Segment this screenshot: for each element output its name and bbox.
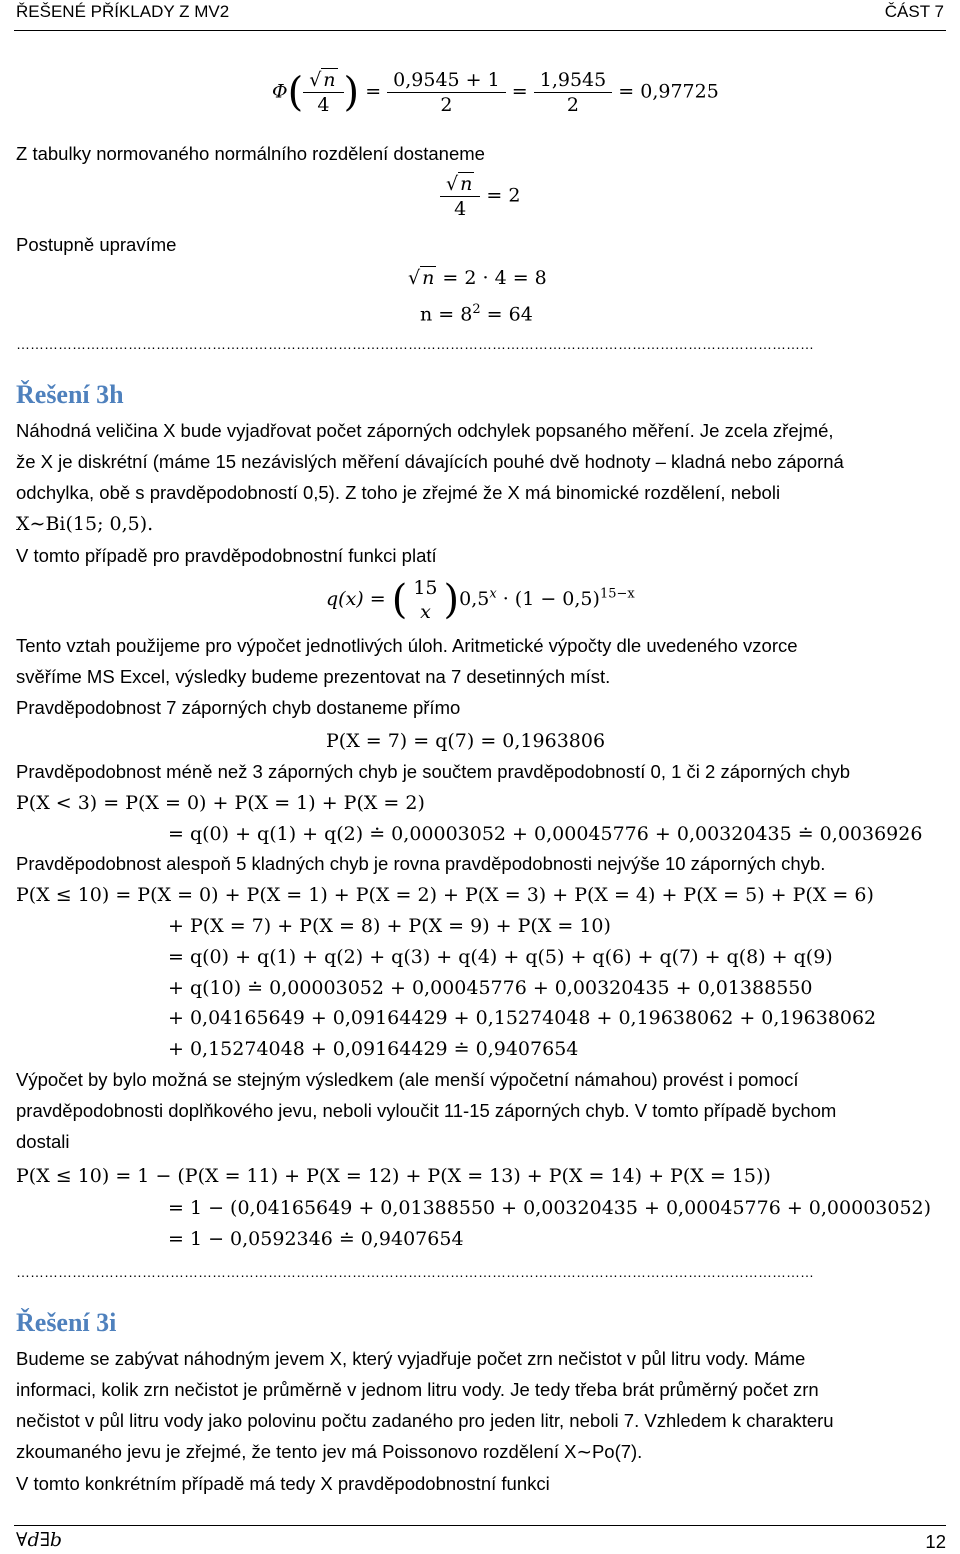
equation-sqrt-n: √ n = 2 · 4 = 8 (408, 267, 547, 289)
equation-complement-line-2: = 1 − (0,04165649 + 0,01388550 + 0,00320435 + 0,00045776 + 0,00003052) (168, 1197, 932, 1219)
equation-n-squared: $n = 8^2 = 64$ (420, 302, 533, 326)
equation-le10-line-3: = q(0) + q(1) + q(2) + q(3) + q(4) + q(5) + q(6) + q(7) + q(8) + q(9) (168, 946, 833, 968)
equation-sqrt-frac: $\frac{√ n}{4}$ = 2 (440, 172, 520, 221)
text-mene-nez-3: Pravděpodobnost méně než 3 záporných chyb je součtem pravděpodobností 0, 1 či 2 záporných chyb (16, 761, 851, 782)
equation-le10-line-1: P(X ≤ 10) = P(X = 0) + P(X = 1) + P(X = 2) + P(X = 3) + P(X = 4) + P(X = 5) + P(X = 6) (16, 884, 874, 906)
equation-less3-line-2: = q(0) + q(1) + q(2) ≐ 0,00003052 + 0,00045776 + 0,00320435 ≐ 0,0036926 (168, 823, 923, 845)
para-3h-line-4: X∼Bi(15; 0,5). (16, 513, 154, 535)
frac-sqrt-n-4: $\frac{√ n}{4}$ (303, 68, 343, 117)
para-vypocet-line-2: pravděpodobnosti doplňkového jevu, neboli vyloučit 11-15 záporných chyb. V tomto případě bychom (16, 1100, 837, 1121)
equation-le10-line-5: + 0,04165649 + 0,09164429 + 0,15274048 + 0,19638062 + 0,19638062 (168, 1007, 877, 1029)
para-tento-line-2: svěříme MS Excel, výsledky budeme prezentovat na 7 desetinných míst. (16, 666, 611, 687)
equation-complement-line-1: P(X ≤ 10) = 1 − (P(X = 11) + P(X = 12) + P(X = 13) + P(X = 14) + P(X = 15)) (16, 1165, 771, 1187)
para-3h-line-2: že X je diskrétní (máme 15 nezávislých měření dávajících pouhé dvě hodnoty – kladná nebo záporná (16, 451, 844, 472)
footer-page-number: 12 (925, 1531, 946, 1552)
dotted-separator-2: ……………………………………………………………………………………………………………………………………………………… (16, 1264, 814, 1280)
para-3i-line-1: Budeme se zabývat náhodným jevem X, který vyjadřuje počet zrn nečistot v půl litru vody. Máme (16, 1348, 806, 1369)
para-3i-line-2: informaci, kolik zrn nečistot je průměrně v jednom litru vody. Je tedy třeba brát průměrný počet zrn (16, 1379, 819, 1400)
text-alespon-5: Pravděpodobnost alespoň 5 kladných chyb je rovna pravděpodobnosti nejvýše 10 záporných chyb. (16, 853, 826, 874)
para-tento-line-3: Pravděpodobnost 7 záporných chyb dostaneme přímo (16, 697, 461, 718)
para-3h-line-1: Náhodná veličina X bude vyjadřovat počet záporných odchylek popsaného měření. Je zcela zřejmé, (16, 420, 834, 441)
equation-le10-line-2: + P(X = 7) + P(X = 8) + P(X = 9) + P(X = 10) (168, 915, 611, 937)
equation-binomial-pmf: q(x) = ( 15 x )$0,5^x \cdot (1 - 0,5)^{15-x}$ (326, 577, 635, 623)
frac-1: $\frac{0,9545 + 1}{2}$ (387, 68, 506, 117)
header-rule (14, 30, 946, 31)
equation-phi: Φ( $\frac{√ n}{4}$ ) = $\frac{0,9545 + 1}{2}$ = $\frac{1,9545}{2}$ = 0,97725 (272, 69, 719, 116)
para-3h-line-3: odchylka, obě s pravděpodobností 0,5). Z toho je zřejmé že X má binomické rozdělení, neboli (16, 482, 781, 503)
para-3h-line-5: V tomto případě pro pravděpodobnostní funkci platí (16, 545, 437, 566)
heading-reseni-3h: Řešení 3h (16, 380, 124, 409)
heading-reseni-3i: Řešení 3i (16, 1308, 117, 1337)
text-postupne: Postupně upravíme (16, 234, 177, 255)
footer-logo: ∀d∃b (16, 1529, 63, 1551)
equation-le10-line-4: + q(10) ≐ 0,00003052 + 0,00045776 + 0,00320435 + 0,01388550 (168, 977, 813, 999)
header-title: ŘEŠENÉ PŘÍKLADY Z MV2 (16, 2, 230, 21)
equation-complement-line-3: = 1 − 0,0592346 ≐ 0,9407654 (168, 1228, 464, 1250)
equation-less3-line-1: P(X < 3) = P(X = 0) + P(X = 1) + P(X = 2) (16, 792, 425, 814)
header-part: ČÁST 7 (884, 2, 944, 21)
para-3i-line-3: nečistot v půl litru vody jako polovinu počtu zadaného pro jeden litr, neboli 7. Vzhledem k charakteru (16, 1410, 834, 1431)
text-tabulky: Z tabulky normovaného normálního rozdělení dostaneme (16, 143, 485, 164)
footer-rule (14, 1525, 946, 1526)
para-3i-line-4: zkoumaného jevu je zřejmé, že tento jev má Poissonovo rozdělení X∼Po(7). (16, 1441, 643, 1462)
para-vypocet-line-3: dostali (16, 1131, 70, 1152)
para-tento-line-1: Tento vztah použijeme pro výpočet jednotlivých úloh. Aritmetické výpočty dle uvedeného vzorce (16, 635, 798, 656)
para-vypocet-line-1: Výpočet by bylo možná se stejným výsledkem (ale menší výpočetní námahou) provést i pomocí (16, 1069, 799, 1090)
para-3i-line-5: V tomto konkrétním případě má tedy X pravděpodobnostní funkci (16, 1473, 550, 1494)
equation-p7: P(X = 7) = q(7) = 0,1963806 (326, 730, 606, 752)
dotted-separator: ……………………………………………………………………………………………………………………………………………………… (16, 336, 814, 352)
equation-le10-line-6: + 0,15274048 + 0,09164429 ≐ 0,9407654 (168, 1038, 579, 1060)
frac-2: $\frac{1,9545}{2}$ (534, 68, 612, 117)
